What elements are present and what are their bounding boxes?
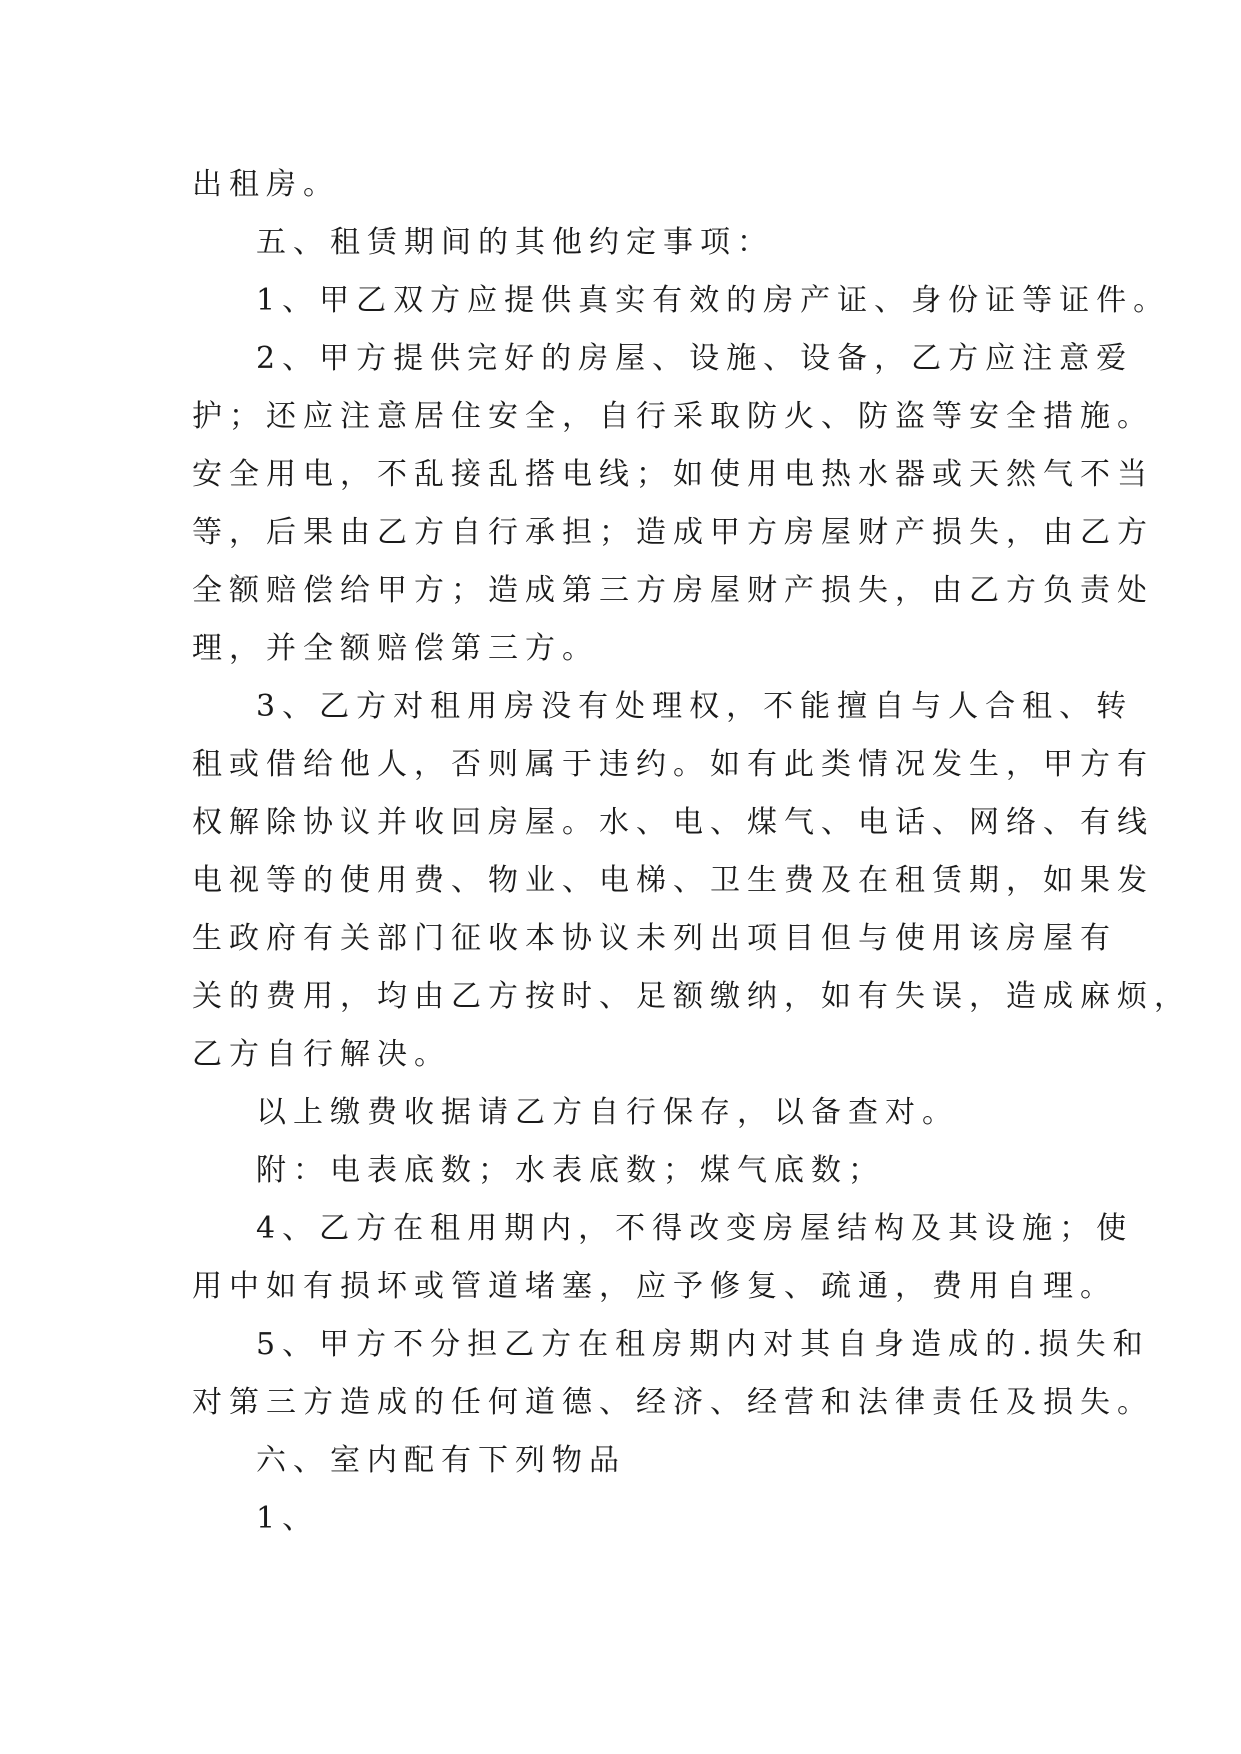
text-line: 以上缴费收据请乙方自行保存，以备查对。: [256, 1095, 959, 1130]
text-line: 出租房。: [192, 167, 340, 202]
text-line: 1、: [256, 1501, 320, 1536]
text-line: 对第三方造成的任何道德、经济、经营和法律责任及损失。: [192, 1385, 1154, 1420]
section-heading: 五、租赁期间的其他约定事项：: [256, 225, 774, 260]
section-heading: 六、室内配有下列物品: [256, 1443, 626, 1478]
text-line: 附：电表底数；水表底数；煤气底数；: [256, 1153, 885, 1188]
text-line: 生政府有关部门征收本协议未列出项目但与使用该房屋有: [192, 921, 1117, 956]
text-line: 4、乙方在租用期内，不得改变房屋结构及其设施；使: [256, 1211, 1134, 1246]
text-line: 5、甲方不分担乙方在租房期内对其自身造成的.损失和: [256, 1327, 1150, 1362]
text-line: 2、甲方提供完好的房屋、设施、设备，乙方应注意爱: [256, 341, 1134, 376]
text-line: 电视等的使用费、物业、电梯、卫生费及在租赁期，如果发: [192, 863, 1154, 898]
text-line: 理，并全额赔偿第三方。: [192, 631, 599, 666]
text-line: 等，后果由乙方自行承担；造成甲方房屋财产损失，由乙方: [192, 515, 1154, 550]
text-line: 安全用电，不乱接乱搭电线；如使用电热水器或天然气不当: [192, 457, 1154, 492]
document-body: [192, 156, 1191, 1548]
text-line: 租或借给他人，否则属于违约。如有此类情况发生，甲方有: [192, 747, 1154, 782]
text-line: 1、甲乙双方应提供真实有效的房产证、身份证等证件。: [256, 283, 1171, 318]
text-line: 护；还应注意居住安全，自行采取防火、防盗等安全措施。: [192, 399, 1154, 434]
text-line: 3、乙方对租用房没有处理权，不能擅自与人合租、转: [256, 689, 1134, 724]
text-line: 权解除协议并收回房屋。水、电、煤气、电话、网络、有线: [192, 805, 1154, 840]
text-line: 用中如有损坏或管道堵塞，应予修复、疏通，费用自理。: [192, 1269, 1117, 1304]
text-line: 关的费用，均由乙方按时、足额缴纳，如有失误，造成麻烦，: [192, 979, 1191, 1014]
text-line: 乙方自行解决。: [192, 1037, 451, 1072]
text-line: 全额赔偿给甲方；造成第三方房屋财产损失，由乙方负责处: [192, 573, 1154, 608]
